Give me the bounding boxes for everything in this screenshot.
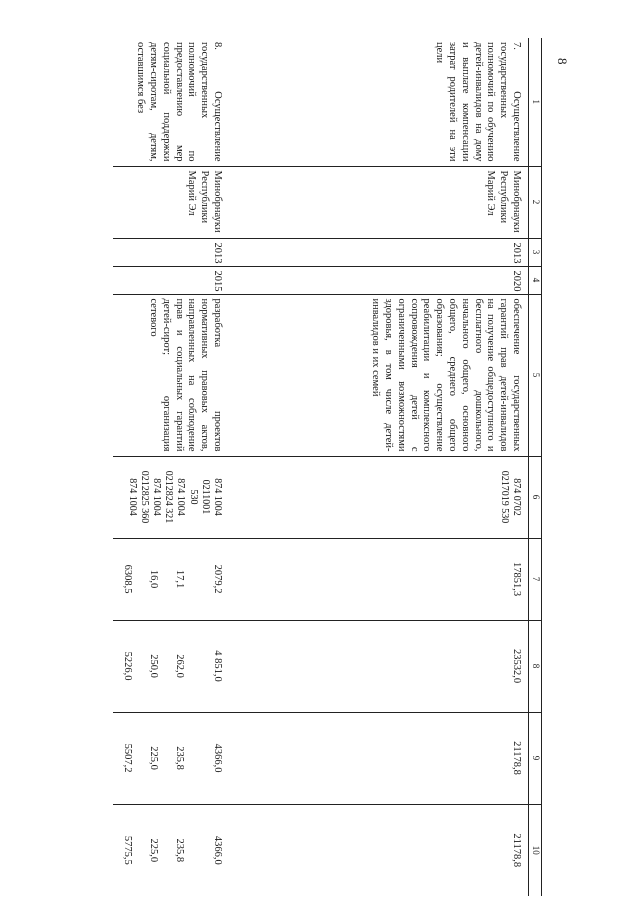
amount-col-8: 23532,0 bbox=[229, 620, 529, 712]
budget-code: 874 1004 0211001 530 874 1004 0212824 321 874 1004 0212825 360 874 1004 bbox=[113, 456, 229, 538]
table-row bbox=[229, 38, 529, 896]
amount-col-8: 4 851,0 262,0 250,0 5226,0 bbox=[113, 620, 229, 712]
column-number: 3 bbox=[529, 238, 542, 266]
program-table bbox=[113, 38, 542, 896]
amount-col-9: 4366,0 235,8 225,0 5507,2 bbox=[113, 712, 229, 804]
measure-name: 8. Осуществление государственных полномочий по предоставлению мер социальной поддержки детям-сиротам, детям, оставшимся без bbox=[135, 42, 223, 162]
expected-result: разработка проектов нормативных правовых актов, направленных на соблюдение прав и социальных гарантий детей-сирот; организация сетевого bbox=[113, 294, 229, 456]
amount-col-9: 21178,8 bbox=[229, 712, 529, 804]
column-number: 1 bbox=[529, 38, 542, 166]
column-number-row bbox=[529, 38, 542, 896]
start-year: 2013 bbox=[229, 238, 529, 266]
column-number: 4 bbox=[529, 266, 542, 294]
end-year: 2015 bbox=[113, 266, 229, 294]
column-number: 2 bbox=[529, 166, 542, 238]
column-number: 5 bbox=[529, 294, 542, 456]
budget-code: 874 0702 0217019 530 bbox=[229, 456, 529, 538]
end-year: 2020 bbox=[229, 266, 529, 294]
amount-col-7: 17851,3 bbox=[229, 538, 529, 620]
measure-name: 7. Осуществление государственных полномочий по обучению детей-инвалидов на дому и выплате компенсации затрат родителей на эти цели bbox=[434, 42, 522, 162]
column-number: 9 bbox=[529, 712, 542, 804]
executor: Минобрнауки Республики Марий Эл bbox=[229, 166, 529, 238]
executor: Минобрнауки Республики Марий Эл bbox=[113, 166, 229, 238]
table-row bbox=[113, 38, 229, 896]
column-number: 7 bbox=[529, 538, 542, 620]
amount-col-10: 21178,8 bbox=[229, 804, 529, 896]
amount-col-10: 4366,0 235,8 225,0 5775,5 bbox=[113, 804, 229, 896]
start-year: 2013 bbox=[113, 238, 229, 266]
column-number: 8 bbox=[529, 620, 542, 712]
expected-result: обеспечение государственных гарантий прав детей-инвалидов на получение общедоступного и бесплатного дошкольного, начального общего, основного общего, среднего общего образования; осуществление реабилитации и комплексного сопровождения детей с ограниченными возможностями здоровья, в том числе детей-инвалидов и их семей bbox=[229, 294, 529, 456]
column-number: 6 bbox=[529, 456, 542, 538]
column-number: 10 bbox=[529, 804, 542, 896]
page-number: 8 bbox=[555, 58, 570, 65]
amount-col-7: 2079,2 17,1 16,0 6308,5 bbox=[113, 538, 229, 620]
